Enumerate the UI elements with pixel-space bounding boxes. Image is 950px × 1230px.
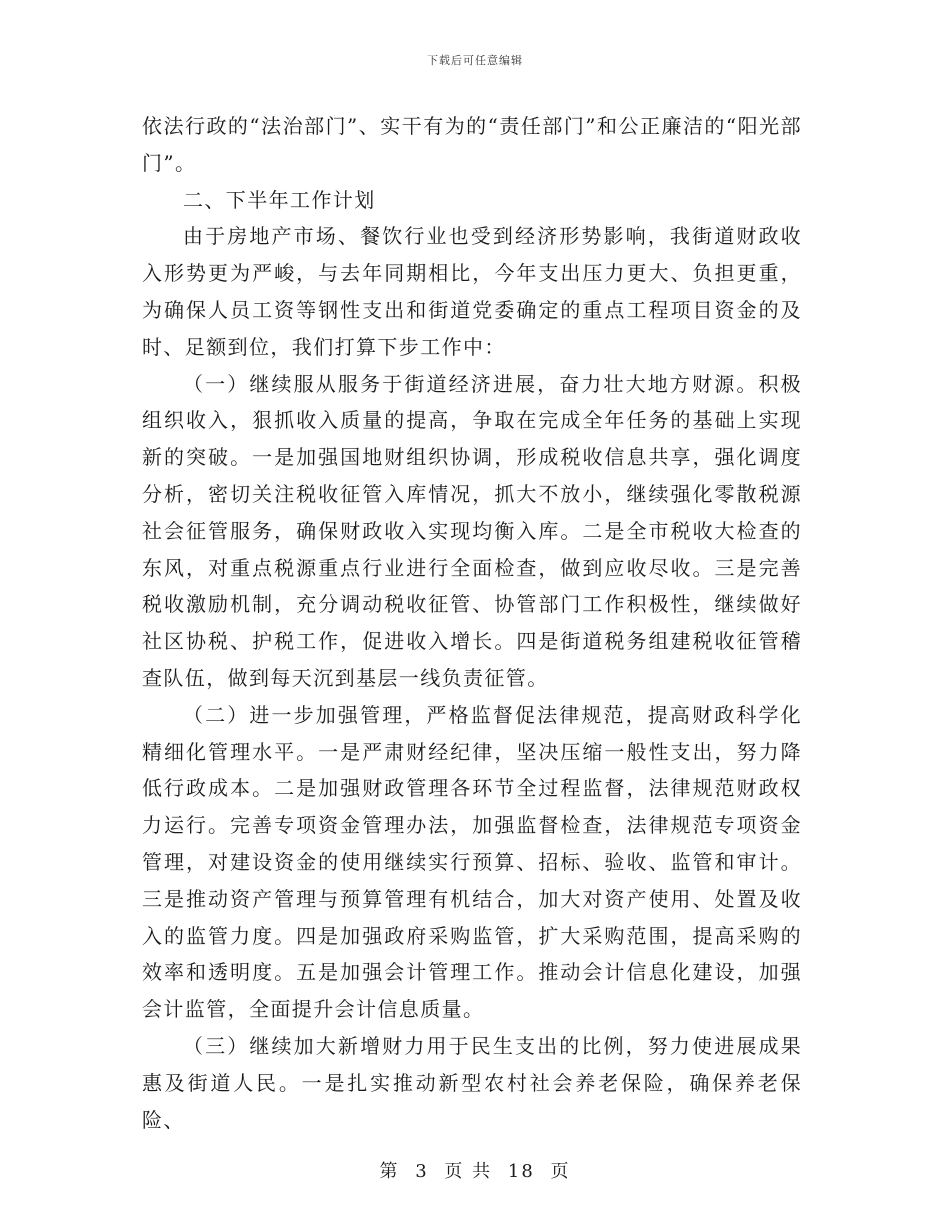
footer-suffix: 页 — [550, 1161, 571, 1182]
page-footer — [0, 1157, 950, 1183]
paragraph-continuation: 依法行政的“法治部门”、实干有为的“责任部门”和公正廉洁的“阳光部门”。 — [142, 114, 802, 175]
paragraph-intro: 由于房地产市场、餐饮行业也受到经济形势影响，我街道财政收入形势更为严峻，与去年同期相比，今年支出压力更大、负担更重，为确保人员工资等钢性支出和街道党委确定的重点工程项目资金的及时、足额到位，我们打算下步工作中： — [142, 224, 802, 359]
paragraph-item-1: （一）继续服从服务于街道经济进展，奋力壮大地方财源。积极组织收入，狠抓收入质量的提高，争取在完成全年任务的基础上实现新的突破。一是加强国地财组织协调，形成税收信息共享，强化调度分析，密切关注税收征管入库情况，抓大不放小，继续强化零散税源社会征管服务，确保财政收入实现均衡入库。二是全市税收大检查的东风，对重点税源重点行业进行全面检查，做到应收尽收。三是完善税收激励机制，充分调动税收征管、协管部门工作积极性，继续做好社区协税、护税工作，促进收入增长。四是街道税务组建税收征管稽查队伍，做到每天沉到基层一线负责征管。 — [142, 371, 802, 690]
section-heading: 二、下半年工作计划 — [183, 187, 376, 212]
header-text: 下载后可任意编辑 — [427, 54, 523, 67]
paragraph-item-3: （三）继续加大新增财力用于民生支出的比例，努力使进展成果惠及街道人民。一是扎实推动新型农村社会养老保险，确保养老保险、 — [142, 1033, 802, 1132]
page-header — [0, 52, 950, 68]
document-body — [142, 108, 802, 1138]
footer-prefix: 第 — [379, 1161, 400, 1182]
footer-total-pages: 18 — [507, 1161, 535, 1182]
footer-middle: 页 共 — [444, 1161, 493, 1182]
paragraph-item-2: （二）进一步加强管理，严格监督促法律规范，提高财政科学化精细化管理水平。一是严肃财经纪律，坚决压缩一般性支出，努力降低行政成本。二是加强财政管理各环节全过程监督，法律规范财政权力运行。完善专项资金管理办法，加强监督检查，法律规范专项资金管理，对建设资金的使用继续实行预算、招标、验收、监管和审计。三是推动资产管理与预算管理有机结合，加大对资产使用、处置及收入的监管力度。四是加强政府采购监管，扩大采购范围，提高采购的效率和透明度。五是加强会计管理工作。推动会计信息化建设，加强会计监管，全面提升会计信息质量。 — [142, 702, 802, 1022]
footer-page-number: 3 — [415, 1161, 429, 1182]
